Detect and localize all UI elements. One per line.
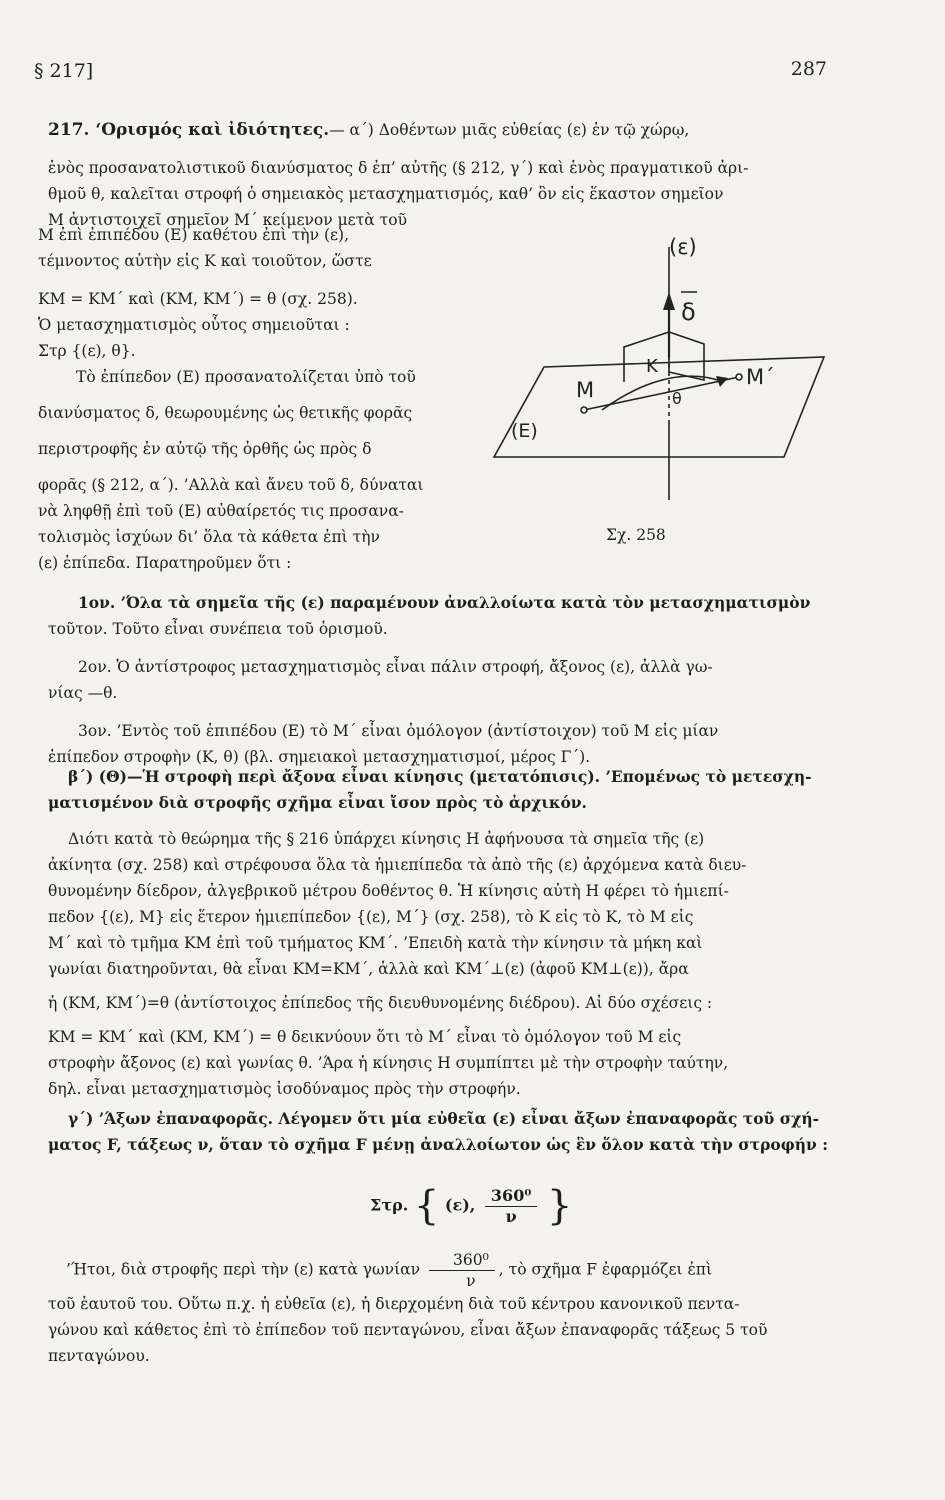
text-line: ἑνὸς προσανατολιστικοῦ διανύσματος δ ἐπ’ αὐτῆς (§ 212, γ΄) καὶ ἑνὸς πραγματικοῦ ἀρι-: [48, 159, 749, 177]
fraction-numerator: 360⁰: [485, 1186, 537, 1207]
text-line: γώνου καὶ κάθετος ἐπὶ τὸ ἐπίπεδον τοῦ πενταγώνου, εἶναι ἄξων ἐπαναφορᾶς τάξεως 5 τοῦ: [48, 1321, 768, 1339]
text-line: [48, 1250, 767, 1291]
text-line: Ὁ μετασχηματισμὸς οὗτος σημειοῦται :: [38, 316, 350, 334]
label-theta: θ: [672, 389, 682, 408]
left-column-text: [38, 222, 423, 576]
formula-fraction: [485, 1186, 537, 1227]
section-heading: 217. ‘Ορισμός καὶ ἰδιότητες.: [48, 120, 330, 140]
half-plane-right: [669, 332, 704, 380]
text-line: ἡ (ΚΜ, ΚΜ΄)=θ (ἀντίστοιχος ἐπίπεδος τῆς διευθυνομένης διέδρου). Αἱ δύο σχέσεις :: [48, 994, 713, 1012]
paragraph-217-intro: [48, 117, 748, 233]
text-line: τολισμὸς ἰσχύων δι’ ὅλα τὰ κάθετα ἐπὶ τὴν: [38, 528, 380, 546]
text-line: β΄) (Θ)—Ἡ στροφὴ περὶ ἄξονα εἶναι κίνησις (μετατόπισις). ’Επομένως τὸ μετεσχη-: [68, 767, 812, 786]
text-line: στροφὴν ἄξονος (ε) καὶ γωνίας θ. ’Άρα ἡ κίνησις Η συμπίπτει μὲ τὴν στροφὴν ταύτην,: [48, 1054, 729, 1072]
text-line: ἐπίπεδον στροφὴν (Κ, θ) (βλ. σημειακοὶ μετασχηματισμοί, μέρος Γ΄).: [48, 748, 591, 766]
brace-open: {: [413, 1183, 440, 1229]
formula-prefix: Στρ.: [370, 1195, 409, 1215]
label-axis: (ε): [669, 235, 697, 259]
text-line: Διότι κατὰ τὸ θεώρημα τῆς § 216 ὑπάρχει κίνησις Η ἀφήνουσα τὰ σημεῖα τῆς (ε): [68, 830, 705, 848]
label-M-prime: Μ΄: [746, 365, 775, 389]
figure-caption: Σχ. 258: [606, 526, 666, 544]
brace-close: }: [546, 1183, 573, 1229]
label-delta: δ: [681, 298, 696, 326]
text-span: , τὸ σχῆμα F ἐφαρμόζει ἐπὶ: [498, 1260, 713, 1279]
text-line: θμοῦ θ, καλεῖται στροφή ὁ σημειακὸς μετασχηματισμός, καθ’ ὃν εἰς ἕκαστον σημεῖον: [48, 185, 724, 203]
text-line: γωνίαι διατηροῦνται, θὰ εἶναι ΚΜ=ΚΜ΄, ἀλλὰ καὶ ΚΜ΄⊥(ε) (ἀφοῦ ΚΜ⊥(ε)), ἄρα: [48, 960, 689, 978]
label-M: Μ: [576, 378, 595, 402]
proof-paragraph: [48, 826, 746, 1102]
text-line: Μ ἀντιστοιχεῖ σημεῖον Μ΄ κείμενον μετὰ τοῦ: [48, 211, 408, 229]
inline-fraction: [429, 1250, 495, 1291]
point-M-prime: [736, 374, 742, 380]
text-line: νὰ ληφθῇ ἐπὶ τοῦ (Ε) αὐθαίρετός τις προσανα-: [38, 502, 404, 520]
property-2: 2ον. Ὁ ἀντίστροφος μετασχηματισμὸς εἶναι πάλιν στροφή, ἄξονος (ε), ἀλλὰ γω-: [78, 658, 713, 676]
property-1: [48, 590, 810, 616]
text-line: πεδον {(ε), Μ} εἰς ἕτερον ἡμιεπίπεδον {(ε), Μ΄} (σχ. 258), τὸ Κ εἰς τὸ Κ, τὸ Μ εἰς: [48, 908, 694, 926]
text-line: δηλ. εἶναι μετασχηματισμὸς ἰσοδύναμος πρὸς τὴν στροφήν.: [48, 1080, 521, 1098]
text-line: Μ ἐπὶ ἐπιπέδου (Ε) καθέτου ἐπὶ τὴν (ε),: [38, 226, 349, 244]
text-line: Στρ {(ε), θ}.: [38, 342, 136, 360]
definition-gamma: [48, 1106, 828, 1158]
text-line: περιστροφῆς ἐν αὐτῷ τῆς ὀρθῆς ὡς πρὸς δ: [38, 440, 372, 458]
label-plane: (Ε): [511, 420, 538, 442]
page-number: 287: [790, 58, 827, 80]
text-line: ΚΜ = ΚΜ΄ καὶ (ΚΜ, ΚΜ΄) = θ (σχ. 258).: [38, 290, 358, 308]
text-line: ΚΜ = ΚΜ΄ καὶ (ΚΜ, ΚΜ΄) = θ δεικνύουν ὅτι τὸ Μ΄ εἶναι τὸ ὁμόλογον τοῦ Μ εἰς: [48, 1028, 682, 1046]
property-3: 3ον. ’Εντὸς τοῦ ἐπιπέδου (Ε) τὸ Μ΄ εἶναι ὁμόλογον (ἀντίστοιχον) τοῦ Μ εἰς μίαν: [78, 722, 719, 740]
delta-arrowhead: [663, 292, 675, 310]
fraction-denominator: ν: [466, 1272, 476, 1290]
text-line: 1ον. ’Όλα τὰ σημεῖα τῆς (ε) παραμένουν ἀναλλοίωτα κατὰ τὸν μετασχηματισμὸν: [78, 593, 811, 612]
text-line: τοῦτον. Τοῦτο εἶναι συνέπεια τοῦ ὁρισμοῦ.: [48, 620, 388, 638]
label-K: Κ: [646, 356, 658, 377]
text-line: νίας —θ.: [48, 684, 118, 702]
text-line: θυνομένην δίεδρον, ἀλγεβρικοῦ μέτρου δοθέντος θ. Ἡ κίνησις αὐτὴ Η φέρει τὸ ἡμιεπί-: [48, 882, 729, 900]
text-line: ἀκίνητα (σχ. 258) καὶ στρέφουσα ὅλα τὰ ἡμιεπίπεδα τὰ ἀπὸ τῆς (ε) ἀρχόμενα κατὰ διευ-: [48, 856, 747, 874]
text-line: Μ΄ καὶ τὸ τμῆμα ΚΜ ἐπὶ τοῦ τμήματος ΚΜ΄. ’Επειδὴ κατὰ τὴν κίνησιν τὰ μήκη καὶ: [48, 934, 703, 952]
text-line: διανύσματος δ, θεωρουμένης ὡς θετικῆς φορᾶς: [38, 404, 413, 422]
section-reference: § 217]: [34, 60, 94, 82]
text-line: φορᾶς (§ 212, α΄). ’Αλλὰ καὶ ἄνευ τοῦ δ, δύναται: [38, 476, 424, 494]
text-line: ματος F, τάξεως ν, ὅταν τὸ σχῆμα F μένῃ ἀναλλοίωτον ὡς ἓν ὅλον κατὰ τὴν στροφήν :: [48, 1135, 828, 1154]
text-line: — α΄) Δοθέντων μιᾶς εὐθείας (ε) ἐν τῷ χώρῳ,: [329, 121, 690, 139]
rotation-formula: [370, 1183, 572, 1229]
point-M: [581, 407, 587, 413]
text-line: τέμνοντος αὐτὴν εἰς Κ καὶ τοιοῦτον, ὥστε: [38, 252, 372, 270]
text-span: ’Ήτοι, διὰ στροφῆς περὶ τὴν (ε) κατὰ γωνίαν: [66, 1260, 421, 1279]
fraction-numerator: 360⁰: [429, 1250, 495, 1271]
text-line: τοῦ ἑαυτοῦ του. Οὕτω π.χ. ἡ εὐθεῖα (ε), ἡ διερχομένη διὰ τοῦ κέντρου κανονικοῦ πεντα-: [48, 1295, 740, 1313]
text-line: Τὸ ἐπίπεδον (Ε) προσανατολίζεται ὑπὸ τοῦ: [76, 368, 416, 386]
theorem-beta: [48, 764, 812, 816]
fraction-denominator: ν: [505, 1206, 517, 1226]
text-line: γ΄) ’Άξων ἐπαναφορᾶς. Λέγομεν ὅτι μία εὐθεῖα (ε) εἶναι ἄξων ἐπαναφορᾶς τοῦ σχή-: [68, 1109, 820, 1128]
final-paragraph: [48, 1250, 767, 1369]
properties-list: [48, 590, 810, 770]
formula-axis: (ε),: [444, 1195, 476, 1215]
text-line: ματισμένον διὰ στροφῆς σχῆμα εἶναι ἴσον πρὸς τὸ ἀρχικόν.: [48, 793, 587, 812]
text-line: πενταγώνου.: [48, 1347, 150, 1365]
text-line: (ε) ἐπίπεδα. Παρατηροῦμεν ὅτι :: [38, 554, 292, 572]
